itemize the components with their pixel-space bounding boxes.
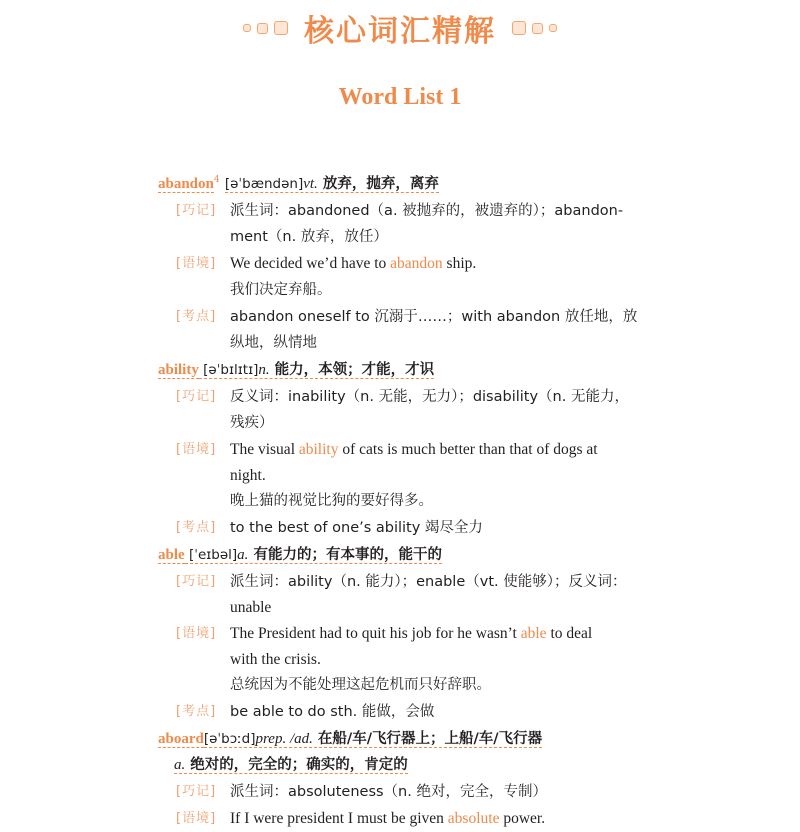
tip-section: [巧记] 派生词：ability（n. 能力）；enable（vt. 使能够）；反义词： [158, 569, 644, 596]
context-section: [语境] The President had to quit his job for he wasn’t able to deal [158, 621, 644, 647]
phonetic: [ˈeɪbəl] [184, 546, 238, 563]
context-section: [语境] The visual ability of cats is much better than that of dogs at [158, 437, 644, 463]
entry-headline [158, 726, 644, 753]
entry-headline: abandon$^4$ [əˈbændən]vt. 放弃，抛弃，离弃 [158, 175, 439, 192]
page-title: 核心词汇精解 [304, 14, 496, 49]
context-tag: [语境] [176, 442, 217, 458]
exam-section: [考点] to the best of one’s ability 竭尽全力 [158, 515, 644, 542]
context-tag: [语境] [176, 625, 217, 641]
tip-tag: [巧记] [176, 202, 217, 218]
phonetic: [əˈbɪlɪtɪ] [198, 361, 259, 378]
section-header [0, 4, 800, 52]
tip-tag: [巧记] [176, 784, 217, 800]
headword: able [158, 546, 185, 563]
word-list-title: Word List 1 [338, 84, 462, 110]
meaning: 绝对的，完全的；确实的，肯定的 [185, 757, 408, 774]
part-of-speech: a. [174, 757, 186, 774]
exam-tag: [考点] [176, 308, 217, 324]
header-decoration-left [243, 21, 288, 35]
meaning: 在船/车/飞行器上；上船/车/飞行器 [312, 730, 543, 747]
entry-headline-continued [158, 752, 644, 779]
headword: abandon [158, 176, 214, 192]
context-section: [语境] If I were president I must be given absolute power. [158, 806, 644, 832]
tip-tag: [巧记] [176, 388, 217, 404]
meaning: 放弃，抛弃，离弃 [317, 176, 439, 192]
meaning: 能力，本领；才能，才识 [269, 361, 435, 378]
phonetic: [əˈbɔːd] [203, 730, 256, 747]
tip-tag: [巧记] [176, 573, 217, 589]
context-tag: [语境] [176, 810, 217, 826]
tip-section: [巧记] 反义词：inability（n. 无能，无力）；disability（n. 无能力， [158, 384, 644, 411]
exam-tag: [考点] [176, 704, 217, 720]
context-tag: [语境] [176, 256, 217, 272]
meaning: 有能力的；有本事的，能干的 [248, 546, 442, 563]
entry-headline [158, 542, 644, 569]
phonetic: [əˈbændən] [224, 176, 304, 192]
entry-headline [158, 357, 644, 384]
header-decoration-right [512, 21, 557, 35]
context-section: [语境] We decided we’d have to abandon ship. [158, 251, 644, 277]
headword: ability [158, 361, 199, 378]
part-of-speech: prep. /ad. [255, 730, 313, 747]
part-of-speech: vt. [303, 176, 318, 192]
exam-section: [考点] abandon oneself to 沉溺于……；with abandon 放任地，放 [158, 304, 644, 331]
vocabulary-entries: abandon$^4$ [əˈbændən]vt. 放弃，抛弃，离弃 [巧记] 派生词：abandoned（a. 被抛弃的，被遗弃的）；abandon- ment（n. 放弃，放任） [语境] We decided we’d have to abandon ship. 我们决定弃船。 [考点] abandon oneself to 沉溺于……；with abandon 放任地，放 纵地，纵情地 ability [əˈbɪlɪtɪ]n. 能力，本领；才能，才识 [巧记] 反义词：inability（n. 无能，无力）；disability（n. 无能力， 残疾） [语境] The visual ability of cats is much better than that of dogs at night. 晚上猫的视觉比狗的要好得多。 [考点] to the best of one’s ability 竭尽全力 able [ˈeɪbəl]a. 有能力的；有本事的，能干的 [巧记] 派生词：ability（n. 能力）；enable（vt. 使能够）；反义词： unable [语境] The President had to quit his job for he wasn’t able to deal with the crisis. 总统因为不能处理这起危机而只好辞职。 [考点] be able to do sth. 能做，会做 aboard[əˈbɔːd]prep. /ad. 在船/车/飞行器上；上船/车/飞行器 a. 绝对的，完全的；确实的，肯定的 [巧记] 派生词：absoluteness（n. 绝对，完全，专制） [语境] If I were president I must be given absolute power. [158, 168, 644, 832]
tip-section: [巧记] 派生词：abandoned（a. 被抛弃的，被遗弃的）；abandon- [158, 198, 644, 225]
exam-tag: [考点] [176, 520, 217, 536]
exam-section: [考点] be able to do sth. 能做，会做 [158, 699, 644, 726]
part-of-speech: a. [237, 546, 249, 563]
part-of-speech: n. [258, 361, 270, 378]
tip-section: [巧记] 派生词：absoluteness（n. 绝对，完全，专制） [158, 779, 644, 806]
headword: aboard [158, 730, 204, 747]
